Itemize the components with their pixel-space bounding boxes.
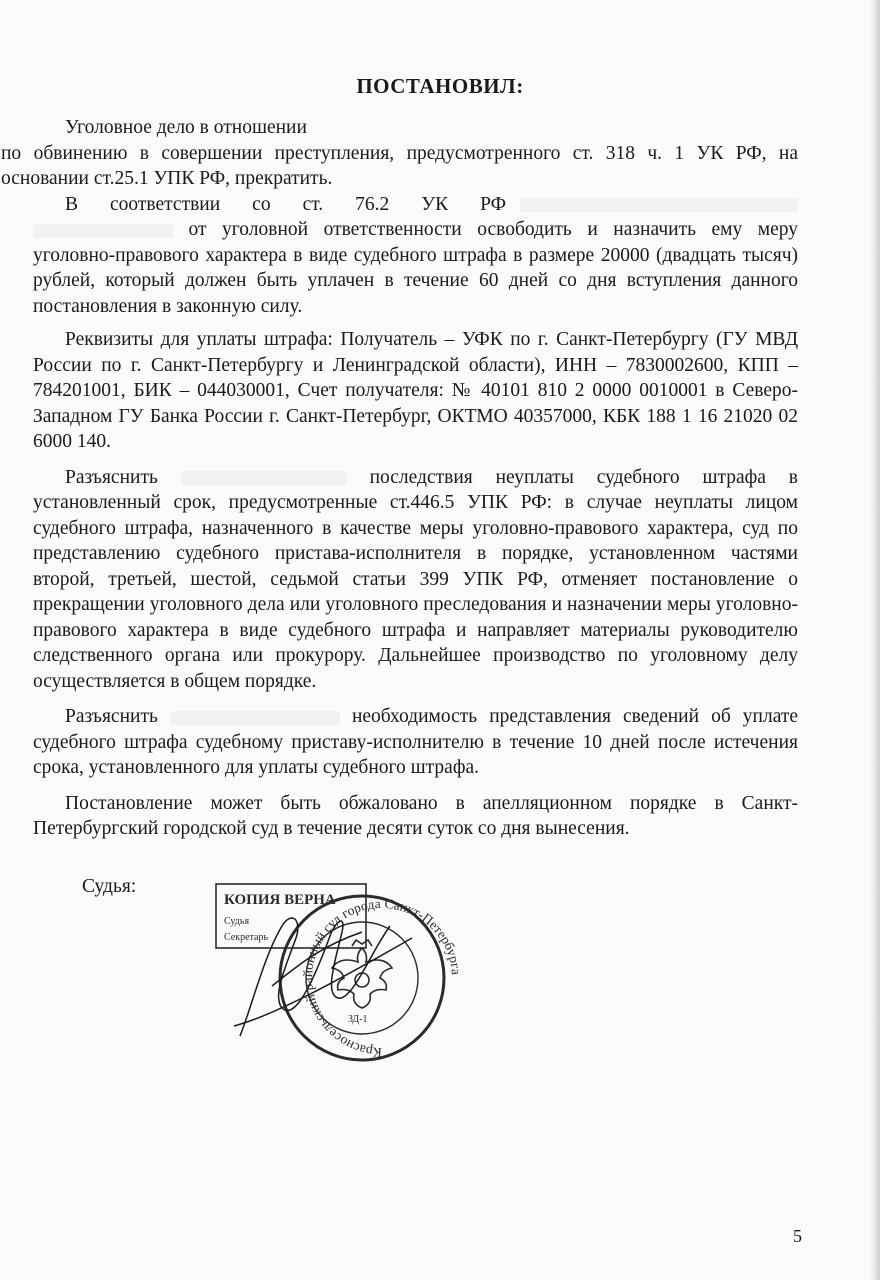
- paragraph-5-start: Разъяснить: [65, 706, 158, 727]
- paragraph-5: [33, 704, 798, 781]
- paragraph-5-end: необходимость представления сведений об уплате судебного штрафа судебному приставу-исполнителю в течение 10 дней после истечения срока, установленного для уплаты судебного штрафа.: [33, 706, 799, 778]
- paragraph-2: [33, 192, 798, 320]
- redacted-name: [170, 711, 340, 725]
- document-body: [1, 115, 799, 842]
- document-title: ПОСТАНОВИЛ:: [356, 74, 524, 98]
- scan-edge-shadow: [870, 0, 880, 1280]
- paragraph-1-line-2: по обвинению в совершении преступления, предусмотренного ст. 318 ч. 1 УК РФ, на основании ст.25.1 УПК РФ, прекратить.: [1, 142, 798, 189]
- paragraph-4: [33, 465, 798, 695]
- redacted-name: [181, 471, 347, 485]
- stamp-box-title: КОПИЯ ВЕРНА: [224, 892, 336, 908]
- paragraph-3: Реквизиты для уплаты штрафа: Получатель – УФК по г. Санкт-Петербургу (ГУ МВД России по г. Санкт-Петербургу и Ленинградской области), ИНН – 7830002600, КПП – 784201001, БИК – 044030001, Счет получателя: № 40101 810 2 0000 0010001 в Северо-Западном ГУ Банка России г. Санкт-Петербург, ОКТМО 40357000, КБК 188 1 16 21020 02 6000 140.: [33, 329, 798, 452]
- paragraph-1: [1, 115, 798, 192]
- paragraph-2-start: В соответствии со ст. 76.2 УК РФ: [65, 193, 506, 215]
- seal-ring-text: [300, 896, 464, 1060]
- stamp-box-line-1: Судья: [224, 916, 250, 927]
- stamp-box-line-2: Секретарь: [224, 932, 269, 943]
- paragraph-4-end: последствия неуплаты судебного штрафа в установленный срок, предусмотренные ст.446.5 УПК РФ: в случае неуплаты лицом судебного штрафа, назначенного в качестве меры уголовно-правового характера, суд по представлению судебного пристава-исполнителя в порядке, установленном частями второй, третьей, шестой, седьмой статьи 399 УПК РФ, отменяет постановление о прекращении уголовного дела или уголовного преследования и назначении меры уголовно-правового характера в виде судебного штрафа и направляет материалы руководителю следственного органа или прокурору. Дальнейшее производство по уголовному делу осуществляется в общем порядке.: [33, 466, 799, 692]
- seal-ring-text-path: Красносельский районный суд города Санкт-Петербурга: [299, 895, 465, 1061]
- judge-label: Судья:: [82, 876, 137, 897]
- page-number: 5: [793, 1226, 802, 1246]
- redacted-name: [33, 224, 173, 238]
- paragraph-4-start: Разъяснить: [65, 466, 158, 488]
- seal-code: ЗД-1: [348, 1014, 368, 1025]
- round-seal: [280, 896, 464, 1060]
- paragraph-1-line-1: Уголовное дело в отношении: [65, 117, 307, 138]
- redacted-name: [520, 198, 798, 212]
- court-seal-stamp: [212, 866, 472, 1066]
- paragraph-2-end: от уголовной ответственности освободить и назначить ему меру уголовно-правового характера в виде судебного штрафа в размере 20000 (двадцать тысяч) рублей, который должен быть уплачен в течение 60 дней со дня вступления данного постановления в законную силу.: [33, 219, 798, 317]
- paragraph-6: Постановление может быть обжаловано в апелляционном порядке в Санкт-Петербургский городской суд в течение десяти суток со дня вынесения.: [33, 792, 798, 839]
